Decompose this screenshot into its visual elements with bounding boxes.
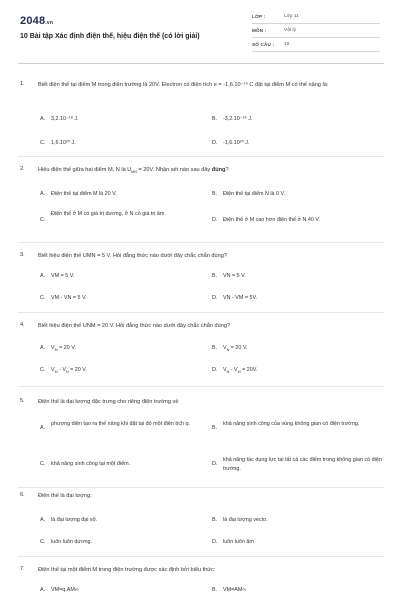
option-text: luôn luôn âm [223,539,254,545]
question-stem: Điện thế là đại lượng đặc trưng cho riêng điện trường về [38,399,179,405]
option-text: -1,6.10²⁰ J. [223,140,250,146]
option-letter: C. [40,217,46,223]
option-letter: D. [212,539,218,545]
option-text: $V_N - V_M = 20V$. [223,367,258,375]
logo-main-text: 2048 [20,15,46,27]
option-letter: D. [212,461,218,467]
option-letter: C. [40,295,46,301]
option-letter: C. [40,461,46,467]
option-letter: B. [212,116,218,122]
option-letter: A. [40,273,46,279]
question-divider [18,386,384,387]
option-letter: A. [40,116,46,122]
meta-key: MÔN : [252,28,267,33]
question-divider [18,556,384,557]
option-text: 3,2.10⁻¹⁸ J. [51,116,79,122]
question-number: 1. [20,81,25,87]
option-letter: A. [40,345,46,351]
question-6 [20,492,382,552]
option-letter: D. [212,140,218,146]
option-text: là đại lượng vecto. [223,517,268,523]
question-5 [20,398,382,488]
option-letter: A. [40,425,46,431]
question-1 [20,81,382,161]
option-letter: B. [212,425,218,431]
question-number: 3. [20,252,25,258]
option-text: khả năng sinh công tại một điểm. [51,461,131,467]
meta-row-class [252,13,380,24]
option-letter: D. [212,367,218,373]
option-text: VN = 5 V. [223,273,246,279]
question-stem: Biết điện thế tại điểm M trong điện trường là 20V. Electron có điện tích e = -1,6.10⁻¹⁹ C đặt tại điểm M có thế năng là: [38,82,329,88]
option-letter: B. [212,517,218,523]
question-number: 2. [20,166,25,172]
option-letter: C. [40,367,46,373]
option-text: khả năng tác dụng lực tại tất cả các điểm trong không gian có điện trường. [223,457,382,472]
question-divider [18,312,384,313]
question-stem: Điện thế là đại lượng: [38,493,92,499]
option-text: là đại lượng đại số. [51,517,98,523]
meta-row-subject [252,27,380,38]
option-text: $V_M - V_N = 20$ V. [51,367,87,375]
question-stem: Điện thế tại một điểm M trong điện trường được xác định bởi biểu thức: [38,567,216,573]
option-text: VN - VM = 5V. [223,295,258,301]
page-header [0,0,400,62]
option-letter: C. [40,140,46,146]
option-text: VM=q.AM∞ [51,587,79,593]
question-number: 4. [20,322,25,328]
option-letter: B. [212,273,218,279]
option-letter: D. [212,217,218,223]
question-number: 7. [20,566,25,572]
question-number: 6. [20,492,25,498]
option-text: Điện thế tại điểm M là 20 V. [51,191,117,197]
option-text: Điện thế ở M cao hơn điện thế ở N 40 V. [223,217,321,223]
question-divider [18,156,384,157]
option-letter: A. [40,517,46,523]
option-text: luôn luôn dương. [51,539,93,545]
question-4 [20,322,382,382]
option-letter: B. [212,345,218,351]
question-stem: Hiệu điện thế giữa hai điểm M, N là $U_{MN} = 20V$. Nhận xét nào sau đây đúng? [38,167,229,175]
option-text: $V_N = 20$ V. [223,345,248,353]
meta-value: 10 [284,42,290,47]
question-divider [18,242,384,243]
option-text: khả năng sinh công của vùng không gian có điện trường. [223,421,360,427]
meta-value: Vật lý [284,28,296,33]
document-title: 10 Bài tập Xác định điện thế, hiệu điện thế (có lời giải) [20,33,200,40]
question-3 [20,252,382,312]
question-divider [18,487,384,488]
option-text: 1,6.10²⁰ J. [51,140,76,146]
meta-row-count [252,41,380,52]
question-2 [20,166,382,246]
question-stem: Biết hiệu điện thế UMN = 5 V. Hỏi đẳng thức nào dưới đây chắc chắn đúng? [38,253,227,259]
option-text: Điện thế ở M có giá trị dương, ở N có giá trị âm. [51,211,166,217]
option-letter: B. [212,191,218,197]
site-logo[interactable] [20,15,53,27]
option-text: VM = 5 V. [51,273,75,279]
option-letter: D. [212,295,218,301]
option-text: -3,2.10⁻¹⁸ J. [223,116,253,122]
option-text: Điện thế tại điểm N là 0 V. [223,191,286,197]
meta-value: Lớp 11 [284,14,299,19]
option-text: VM=AM∞ [223,587,247,593]
question-7 [20,566,382,600]
question-number: 5. [20,398,25,404]
logo-suffix-text: .vn [45,20,54,26]
option-letter: A. [40,191,46,197]
meta-key: SỐ CÂU : [252,42,275,47]
option-text: VM - VN = 5 V. [51,295,87,301]
option-letter: A. [40,587,46,593]
question-stem: Biết hiệu điện thế UNM = 20 V. Hỏi đẳng thức nào dưới đây chắc chắn đúng? [38,323,231,329]
option-letter: B. [212,587,218,593]
option-text: phương diện tạo ra thế năng khi đặt tại đó một điện tích q. [51,421,191,427]
option-text: $V_M = 20$ V. [51,345,76,353]
meta-key: LỚP : [252,14,266,19]
header-divider [18,63,384,64]
option-letter: C. [40,539,46,545]
